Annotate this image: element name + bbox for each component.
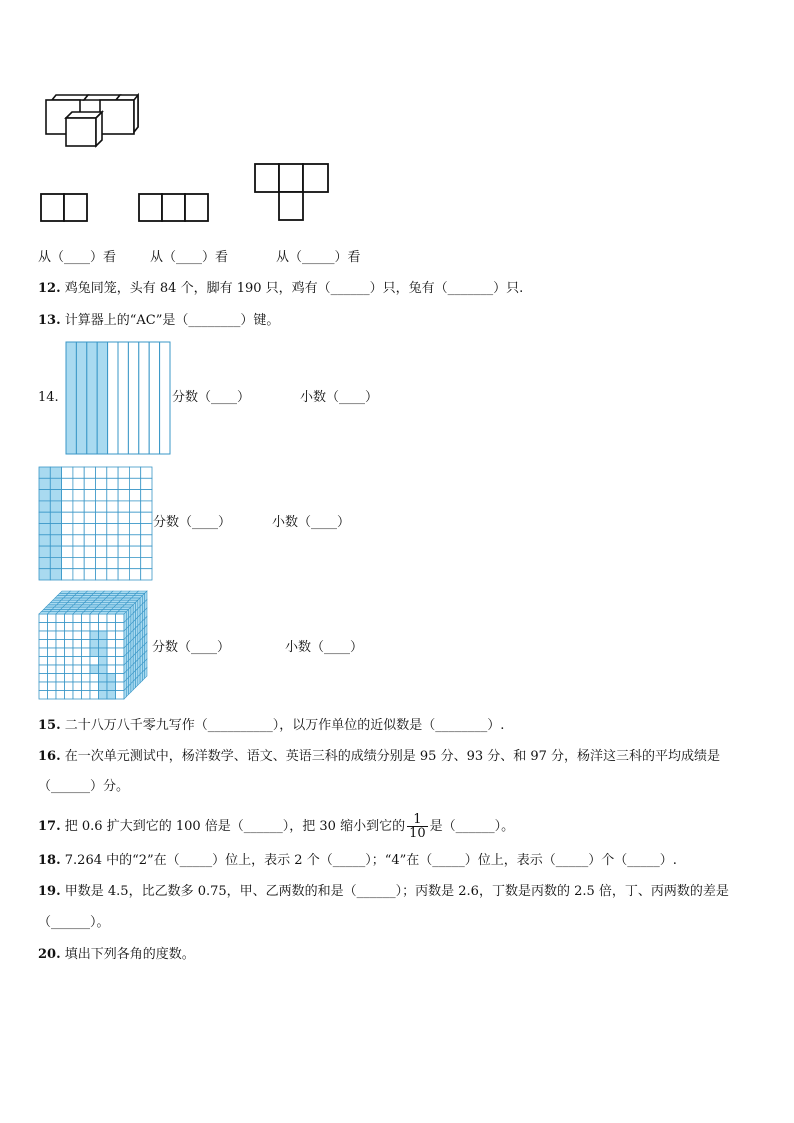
cube-front-cell [82, 682, 91, 691]
question-text: 鸡兔同笼，头有 84 个，脚有 190 只，鸡有（______）只，兔有（_______）只. [64, 281, 524, 296]
grid-cell [62, 524, 73, 535]
question-number: 18. [38, 853, 61, 868]
grid-cell [62, 467, 73, 478]
view-shape-3 [254, 163, 332, 223]
grid-cell [84, 467, 95, 478]
grid-cell [107, 569, 118, 580]
cube-front-cell [107, 623, 116, 632]
grid-cell [129, 535, 140, 546]
cube-front-cell [82, 657, 91, 666]
grid-cell [62, 535, 73, 546]
cube-front-cell [39, 631, 48, 640]
cube-front-cell [107, 657, 116, 666]
cube-front-cell [82, 691, 91, 700]
grid-cell [73, 512, 84, 523]
cube-front-cell [73, 631, 82, 640]
grid-cell [141, 467, 152, 478]
grid-cell [73, 478, 84, 489]
cube-side-cell [131, 681, 133, 692]
grid-cell [62, 557, 73, 568]
cube-front-cell [90, 682, 99, 691]
question-number: 12. [38, 281, 61, 296]
shaded-cell [39, 546, 50, 557]
grid-cell [96, 501, 107, 512]
cube-front-cell [73, 640, 82, 649]
empty-strip [139, 342, 149, 454]
cube-shaded-cell [90, 648, 99, 657]
grid-cell [118, 569, 129, 580]
question-20 [38, 946, 195, 964]
cube-shaded-cell [99, 691, 108, 700]
shaded-cell [39, 467, 50, 478]
cube-front-cell [65, 623, 74, 632]
cube-front-cell [107, 665, 116, 674]
shaded-cell [50, 501, 61, 512]
cube-front-cell [116, 657, 125, 666]
fraction-answer-3: 分数（____） [152, 640, 231, 655]
cube-side-cell [140, 672, 142, 683]
question-text: 在一次单元测试中，杨洋数学、语文、英语三科的成绩分别是 95 分、93 分、和 97 分，杨洋这三科的平均成绩是 [64, 749, 721, 764]
grid-cell [129, 557, 140, 568]
grid-cell [96, 557, 107, 568]
cube-front-cell [73, 657, 82, 666]
cube-front-cell [48, 640, 57, 649]
grid-cell [107, 557, 118, 568]
shaded-cell [50, 546, 61, 557]
tenths-strip-diagram [65, 341, 171, 455]
grid-cell [118, 478, 129, 489]
grid-cell [96, 478, 107, 489]
question-16-continued: （______）分。 [38, 779, 130, 794]
grid-cell [141, 490, 152, 501]
cube-solid-figure [44, 92, 144, 150]
question-text: 填出下列各角的度数。 [64, 947, 195, 962]
cube-shaded-cell [99, 657, 108, 666]
shaded-cell [50, 512, 61, 523]
cube-front-cell [73, 674, 82, 683]
cube-side-cell [136, 677, 138, 688]
grid-cell [129, 501, 140, 512]
grid-cell [107, 512, 118, 523]
cube-front-cell [90, 674, 99, 683]
grid-cell [96, 467, 107, 478]
grid-cell [73, 546, 84, 557]
cube-front-cell [116, 631, 125, 640]
grid-cell [129, 478, 140, 489]
cube-front-cell [73, 665, 82, 674]
cube-front-cell [90, 657, 99, 666]
grid-cell [107, 524, 118, 535]
cube-front-cell [39, 640, 48, 649]
cube-shaded-cell [107, 691, 116, 700]
shaded-cell [50, 524, 61, 535]
cube-side-cell [145, 668, 147, 679]
cube-front-cell [65, 614, 74, 623]
cube-front-cell [56, 674, 65, 683]
question-text: 二十八万八千零九写作（__________），以万作单位的近似数是（________）. [64, 718, 505, 733]
grid-cell [129, 524, 140, 535]
grid-cell [129, 546, 140, 557]
cube-front-cell [39, 674, 48, 683]
question-number: 13. [38, 313, 61, 328]
cube-front-cell [48, 631, 57, 640]
question-number: 17. [38, 819, 61, 834]
cube-front-cell [48, 665, 57, 674]
view-label-1: 从（____）看 [38, 250, 117, 265]
question-number: 19. [38, 884, 61, 899]
cube-front-cell [56, 640, 65, 649]
grid-cell [62, 546, 73, 557]
grid-cell [118, 512, 129, 523]
grid-cell [141, 478, 152, 489]
cube-front-cell [73, 682, 82, 691]
question-16 [38, 748, 720, 766]
decimal-answer-1: 小数（____） [300, 390, 379, 405]
cube-front-cell [82, 623, 91, 632]
grid-cell [141, 501, 152, 512]
grid-cell [129, 512, 140, 523]
grid-cell [118, 535, 129, 546]
shaded-cell [39, 512, 50, 523]
cube-shaded-cell [99, 665, 108, 674]
cube-front-cell [73, 648, 82, 657]
cube-front-cell [107, 614, 116, 623]
cube-side-cell [124, 688, 126, 699]
grid-cell [73, 490, 84, 501]
grid-cell [107, 501, 118, 512]
shaded-cell [50, 557, 61, 568]
cube-front-cell [116, 623, 125, 632]
cube-front-cell [73, 614, 82, 623]
shaded-cell [50, 535, 61, 546]
cube-front-cell [56, 648, 65, 657]
view-label-3: 从（_____）看 [276, 250, 361, 265]
question-14-number: 14. [38, 390, 59, 405]
grid-cell [107, 490, 118, 501]
cube-front-cell [116, 682, 125, 691]
grid-cell [73, 524, 84, 535]
cube-front-cell [39, 665, 48, 674]
cube-front-cell [99, 623, 108, 632]
shaded-cell [39, 569, 50, 580]
cube-front-cell [56, 623, 65, 632]
fraction-denominator: 10 [409, 826, 426, 841]
grid-cell [84, 524, 95, 535]
grid-cell [129, 569, 140, 580]
grid-cell [84, 569, 95, 580]
cube-front-cell [39, 614, 48, 623]
cube-front-cell [39, 623, 48, 632]
grid-cell [73, 569, 84, 580]
cube-front-cell [48, 648, 57, 657]
cube-front-cell [65, 691, 74, 700]
cube-side-cell [129, 684, 131, 695]
cube-front-cell [65, 648, 74, 657]
view-label-2: 从（____）看 [150, 250, 229, 265]
shaded-cell [39, 557, 50, 568]
cube-front-cell [116, 674, 125, 683]
question-text: 计算器上的“AC”是（________）键。 [64, 313, 280, 328]
cube-front-cell [56, 665, 65, 674]
cube-front-cell [48, 682, 57, 691]
cube-front-cell [116, 691, 125, 700]
grid-cell [73, 557, 84, 568]
shaded-cell [50, 490, 61, 501]
decimal-answer-2: 小数（____） [272, 515, 351, 530]
question-15 [38, 717, 504, 735]
grid-cell [107, 467, 118, 478]
grid-cell [107, 478, 118, 489]
cube-front-cell [65, 657, 74, 666]
grid-cell [118, 557, 129, 568]
grid-cell [118, 490, 129, 501]
cube-front-cell [82, 640, 91, 649]
view-shape-2 [138, 193, 212, 223]
grid-cell [107, 546, 118, 557]
cube-shaded-cell [90, 640, 99, 649]
empty-strip [118, 342, 128, 454]
grid-cell [73, 535, 84, 546]
cube-front-cell [39, 657, 48, 666]
cube-shaded-cell [107, 674, 116, 683]
grid-cell [96, 535, 107, 546]
question-text: 甲数是 4.5，比乙数多 0.75，甲、乙两数的和是（______）；丙数是 2.6，丁数是丙数的 2.5 倍，丁、丙两数的差是 [64, 884, 729, 899]
cube-front-cell [82, 674, 91, 683]
empty-strip [108, 342, 118, 454]
cube-front-cell [65, 631, 74, 640]
cube-front-cell [56, 691, 65, 700]
grid-cell [62, 490, 73, 501]
grid-cell [62, 569, 73, 580]
cube-shaded-cell [99, 631, 108, 640]
question-text-end: 是（______）。 [429, 819, 515, 834]
grid-cell [84, 490, 95, 501]
cube-front-cell [82, 648, 91, 657]
grid-cell [129, 490, 140, 501]
empty-strip [128, 342, 138, 454]
grid-cell [62, 512, 73, 523]
fraction-one-tenth [407, 813, 428, 840]
grid-cell [96, 569, 107, 580]
grid-cell [62, 478, 73, 489]
grid-cell [141, 546, 152, 557]
question-18 [38, 852, 677, 870]
cube-front-cell [65, 682, 74, 691]
cube-shaded-cell [90, 665, 99, 674]
cube-front-cell [65, 674, 74, 683]
question-12 [38, 280, 523, 298]
cube-side-cell [133, 679, 135, 690]
hundredths-grid-diagram [38, 466, 153, 581]
cube-front-cell [107, 631, 116, 640]
cube-front-cell [73, 623, 82, 632]
cube-front-cell [99, 614, 108, 623]
grid-cell [84, 512, 95, 523]
fraction-numerator: 1 [407, 813, 428, 827]
cube-front-cell [48, 657, 57, 666]
cube-front-cell [56, 657, 65, 666]
cube-front-cell [48, 674, 57, 683]
cube-front-cell [116, 614, 125, 623]
cube-side-cell [142, 670, 144, 681]
cube-shaded-cell [90, 631, 99, 640]
question-number: 15. [38, 718, 61, 733]
cube-front-cell [82, 665, 91, 674]
cube-front-cell [90, 691, 99, 700]
decimal-answer-3: 小数（____） [285, 640, 364, 655]
question-number: 20. [38, 947, 61, 962]
cube-shaded-cell [99, 682, 108, 691]
cube-front-cell [48, 614, 57, 623]
cube-front-cell [56, 631, 65, 640]
shaded-cell [50, 478, 61, 489]
cube-front-cell [56, 614, 65, 623]
cube-side-cell [138, 674, 140, 685]
cube-front-cell [82, 614, 91, 623]
shaded-cell [50, 467, 61, 478]
grid-cell [141, 569, 152, 580]
question-19 [38, 883, 729, 901]
grid-cell [96, 490, 107, 501]
grid-cell [84, 478, 95, 489]
grid-cell [96, 524, 107, 535]
cube-front-cell [82, 631, 91, 640]
grid-cell [118, 501, 129, 512]
cube-shaded-cell [99, 640, 108, 649]
grid-cell [141, 535, 152, 546]
cube-front-cell [107, 648, 116, 657]
grid-cell [73, 467, 84, 478]
cube-shaded-cell [99, 648, 108, 657]
question-text: 把 0.6 扩大到它的 100 倍是（______），把 30 缩小到它的 [64, 819, 406, 834]
shaded-cell [39, 524, 50, 535]
cube-front-cell [48, 623, 57, 632]
cube-front-cell [56, 682, 65, 691]
grid-cell [118, 524, 129, 535]
shaded-strip [87, 342, 97, 454]
grid-cell [107, 535, 118, 546]
cube-front-cell [116, 640, 125, 649]
shaded-cell [39, 535, 50, 546]
grid-cell [141, 557, 152, 568]
grid-cell [84, 501, 95, 512]
question-text: 7.264 中的“2”在（_____）位上，表示 2 个（_____）；“4”在（_____）位上，表示（_____）个（_____）. [64, 853, 677, 868]
grid-cell [84, 557, 95, 568]
cube-front-cell [65, 665, 74, 674]
shaded-cell [39, 501, 50, 512]
empty-strip [149, 342, 159, 454]
cube-front-cell [65, 640, 74, 649]
grid-cell [118, 467, 129, 478]
shaded-cell [39, 478, 50, 489]
cube-front-cell [116, 665, 125, 674]
grid-cell [84, 546, 95, 557]
cube-front-cell [90, 623, 99, 632]
question-number: 16. [38, 749, 61, 764]
question-17 [38, 812, 514, 842]
cube-front-cell [116, 648, 125, 657]
cube-front-cell [48, 691, 57, 700]
cube-front-cell [90, 614, 99, 623]
fraction-answer-1: 分数（____） [172, 390, 251, 405]
shaded-cell [50, 569, 61, 580]
question-19-continued: （______）。 [38, 915, 110, 930]
grid-cell [141, 512, 152, 523]
cube-shaded-cell [99, 674, 108, 683]
grid-cell [62, 501, 73, 512]
grid-cell [141, 524, 152, 535]
cube-front-cell [39, 682, 48, 691]
thousandths-cube-diagram [38, 590, 152, 706]
grid-cell [73, 501, 84, 512]
grid-cell [84, 535, 95, 546]
cube-front-cell [73, 691, 82, 700]
grid-cell [129, 467, 140, 478]
shaded-strip [66, 342, 76, 454]
fraction-answer-2: 分数（____） [153, 515, 232, 530]
grid-cell [96, 546, 107, 557]
shaded-cell [39, 490, 50, 501]
question-13 [38, 312, 279, 330]
empty-strip [160, 342, 170, 454]
cube-front-cell [107, 640, 116, 649]
cube-shaded-cell [107, 682, 116, 691]
view-shape-1 [40, 193, 90, 223]
cube-front-cell [39, 648, 48, 657]
grid-cell [96, 512, 107, 523]
shaded-strip [97, 342, 107, 454]
grid-cell [118, 546, 129, 557]
cube-front-cell [39, 691, 48, 700]
cube-side-cell [126, 686, 128, 697]
shaded-strip [76, 342, 86, 454]
